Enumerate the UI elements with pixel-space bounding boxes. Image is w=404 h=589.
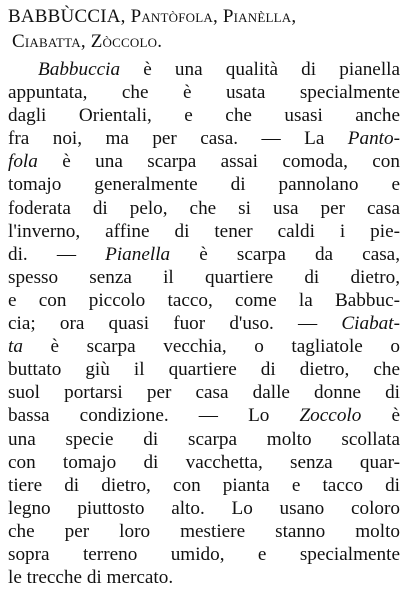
italic-term: Panto-: [347, 128, 400, 150]
body-line: [8, 520, 400, 543]
body-line: [8, 220, 400, 243]
body-text-run: sopra terreno umido, e specialmente: [8, 543, 400, 565]
body-line: [8, 428, 400, 451]
body-line: [8, 543, 400, 566]
heading-separator: ,: [291, 6, 297, 27]
body-line: [8, 58, 400, 81]
body-line: [8, 381, 400, 404]
heading-term-ciabatta: Ciabatta: [12, 31, 81, 52]
body-text-run: spesso senza il quartiere di dietro,: [8, 266, 400, 288]
body-line: [8, 312, 400, 335]
body-text-run: una specie di scarpa molto scollata: [8, 428, 400, 450]
body-text-run: le trecche di mercato.: [8, 567, 174, 589]
body-text-run: dagli Orientali, e che usasi anche: [8, 105, 400, 127]
body-text-run: foderata di pelo, che si usa per casa: [8, 197, 400, 219]
body-text-run: fra noi, ma per casa. — La: [8, 128, 348, 150]
italic-term: Ciabat-: [341, 313, 400, 335]
heading-period: .: [157, 31, 163, 52]
heading-lead-term: BABBÙCCIA: [8, 6, 121, 27]
heading-line-1: [8, 4, 400, 29]
body-line: [8, 289, 400, 312]
body-line: [8, 127, 400, 150]
italic-term: ta: [8, 336, 23, 358]
body-text-run: con tomajo di vacchetta, senza quar-: [8, 451, 400, 473]
body-line: [8, 566, 400, 589]
body-line: [8, 335, 400, 358]
heading-term-pantofola: Pantòfola: [130, 6, 213, 27]
heading-term-pianella: Pianèlla: [222, 6, 292, 27]
body-text-run: è scarpa da casa,: [170, 243, 400, 265]
italic-term: Zoccolo: [299, 405, 362, 427]
body-line: [8, 173, 400, 196]
body-text-run: cia; ora quasi fuor d'uso. —: [8, 313, 342, 335]
body-text-run: tiere di dietro, con pianta e tacco di: [8, 474, 400, 496]
body-line: [8, 404, 400, 427]
body-line: [8, 150, 400, 173]
body-text-run: è una scarpa assai comoda, con: [37, 151, 400, 173]
body-text-run: bassa condizione. — Lo: [8, 405, 300, 427]
body-text-run: tomajo generalmente di pannolano e: [8, 174, 400, 196]
body-text-run: di. —: [8, 243, 106, 265]
body-line: [8, 358, 400, 381]
body-text-run: è scarpa vecchia, o tagliatole o: [22, 336, 400, 358]
body-text-run: buttato giù il quartiere di dietro, che: [8, 359, 400, 381]
body-text-run: è una qualità di pianella: [120, 59, 400, 80]
entry-heading: [8, 4, 400, 54]
body-text-run: appuntata, che è usata specialmente: [8, 82, 400, 104]
body-line: [8, 266, 400, 289]
body-text-run: l'inverno, affine di tener caldi i pie-: [8, 220, 400, 242]
body-text-run: che per loro mestiere stanno molto: [8, 520, 400, 542]
entry-body-text: [8, 58, 400, 589]
body-text-run: e con piccolo tacco, come la Babbuc-: [8, 289, 400, 311]
body-line: [8, 497, 400, 520]
heading-separator: ,: [120, 6, 131, 27]
italic-term: Pianella: [105, 243, 171, 265]
body-line: [8, 197, 400, 220]
heading-line-2: [8, 29, 400, 54]
italic-term: Babbuccia: [38, 59, 121, 80]
body-text-run: suol portarsi per casa dalle donne di: [8, 382, 400, 404]
body-line: [8, 451, 400, 474]
italic-term: fola: [8, 151, 38, 173]
body-line: [8, 104, 400, 127]
heading-term-zoccolo: Zòccolo: [90, 31, 158, 52]
heading-separator: ,: [212, 6, 223, 27]
body-line: [8, 474, 400, 497]
body-line: [8, 243, 400, 266]
body-text-run: legno piuttosto alto. Lo usano coloro: [8, 497, 400, 519]
body-text-run: è: [361, 405, 400, 427]
body-line: [8, 81, 400, 104]
heading-separator: ,: [80, 31, 91, 52]
